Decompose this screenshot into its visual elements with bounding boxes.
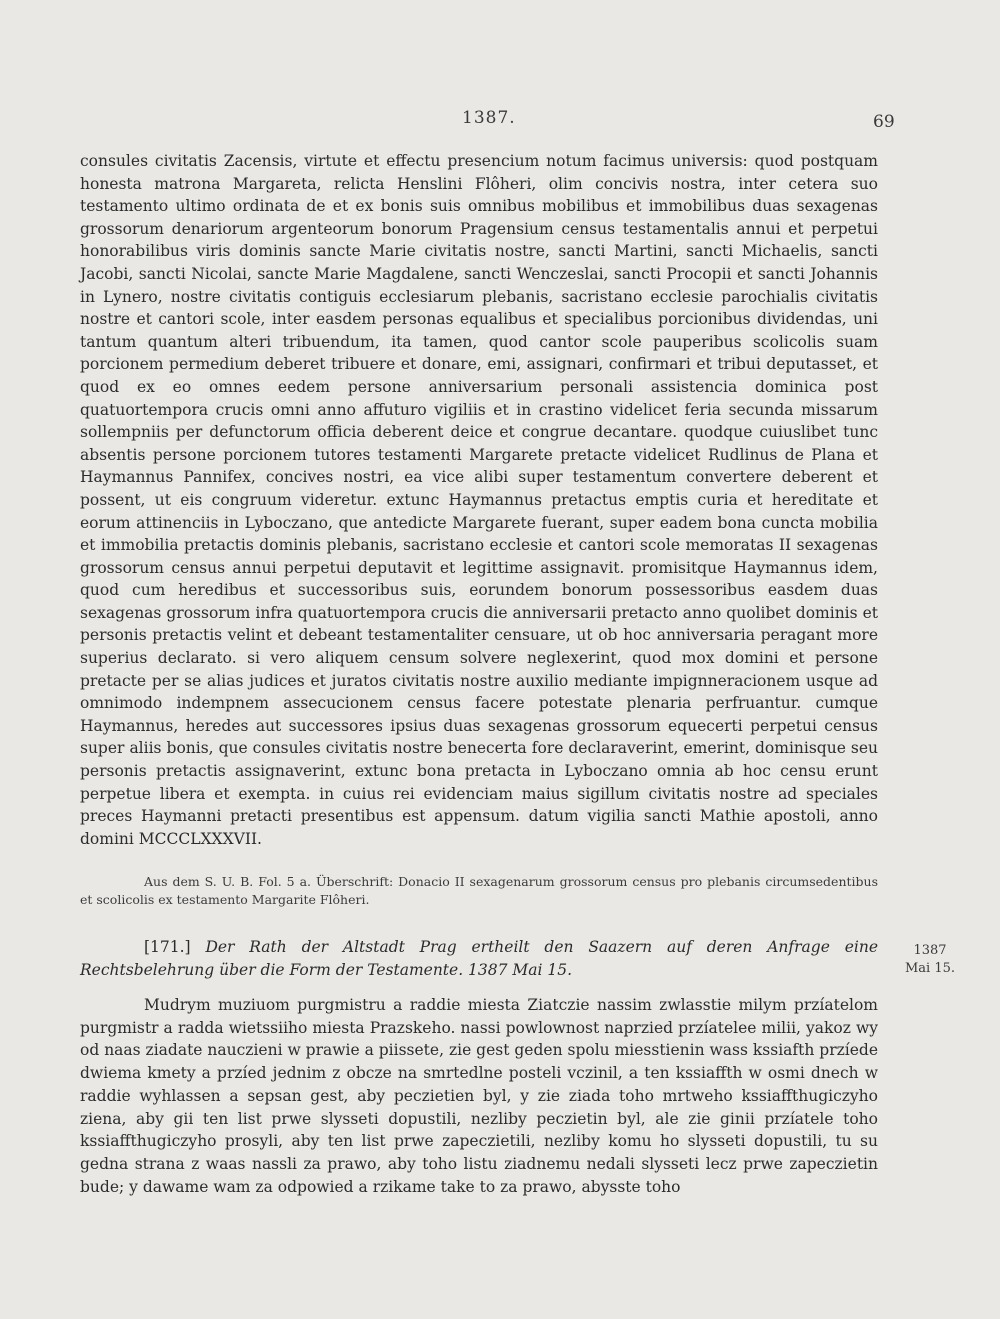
charter-paragraph: consules civitatis Zacensis, virtute et effectu presencium notum facimus universis: quod postquam honesta matrona Margareta, relicta Henslini Flôheri, olim concivis nostra, inter cetera suo testamento ultimo ordinata de et ex bonis suis omnibus mobilibus et immobilibus duas sexagenas grossorum denariorum argenteorum bonorum Pragensium census testamentalis annui et perpetui honorabilibus viris dominis sancte Marie civitatis nostre, sancti Martini, sancti Michaelis, sancti Jacobi, sancti Nicolai, sancte Marie Magdalene, sancti Wenczeslai, sancti Procopii et sancti Johannis in Lynero, nostre civitatis contiguis ecclesiarum plebanis, sacristano ecclesie parochialis civitatis nostre et cantori scole, inter easdem personas equalibus et specialibus porcionibus dividendas, uni tantum quantum alteri tribuendum, ita tamen, quod cantor scole pauperibus scolicolis suam porcionem permedium deberet tribuere et donare, emi, assignari, confirmari et tribui deputasset, et quod ex eo omnes eedem persone anniversarium personali assistencia dominica post quatuortempora crucis omni anno affuturo vigiliis et in crastino videlicet feria secunda missarum sollempniis per defunctorum officia deberent deice et congrue decantare. quodque cuiuslibet tunc absentis persone porcionem tutores testamenti Margarete pretacte videlicet Rudlinus de Plana et Haymannus Pannifex, concives nostri, ea vice alibi super testamentum convertere deberent et possent, ut eis congruum videretur. extunc Haymannus pretactus emptis curia et hereditate et eorum attinenciis in Lyboczano, que antedicte Margarete fuerant, super eadem bona cuncta mobilia et immobilia pretactis dominis plebanis, sacristano ecclesie et cantori scole memoratas II sexagenas grossorum census annui perpetui deputavit et legittime assignavit. promisitque Haymannus idem, quod cum heredibus et successoribus suis, eorundem bonorum possessoribus easdem duas sexagenas grossorum infra quatuortempora crucis die anniversarii pretacto anno quolibet dominis et personis pretactis velint et debeant testamentaliter censuare, ut ob hoc anniversaria peragant more superius declarato. si vero aliquem censum solvere neglexerint, quod mox domini et persone pretacte per se alias judices et juratos civitatis nostre auxilio mediante impignneracionem usque ad omnimodo indempnem assecucionem census facere potestate plenaria perfruantur. cumque Haymannus, heredes aut successores ipsius duas sexagenas grossorum equecerti perpetui census super aliis bonis, que consules civitatis nostre benecerta fore declaraverint, emerint, dominisque seu personis pretactis assignaverint, extunc bona pretacta in Lyboczano omnia ab hoc censu erunt perpetue libera et exempta. in cuius rei evidenciam maius sigillum civitatis nostre ad speciales preces Haymanni pretacti presentibus est appensum. datum vigilia sancti Mathie apostoli, anno domini MCCCLXXXVII. [80, 152, 878, 848]
running-head [0, 108, 1000, 138]
running-head-year: 1387. [462, 108, 516, 128]
source-note: Aus dem S. U. B. Fol. 5 a. Überschrift: Donacio II sexagenarum grossorum census pro plebanis circumsedentibus et scolicolis ex testamento Margarite Flôheri. [80, 874, 878, 907]
page-number: 69 [873, 112, 895, 132]
document-number: [171.] [144, 938, 191, 956]
document-title: Der Rath der Altstadt Prag ertheilt den Saazern auf deren Anfrage eine Rechtsbelehrung über die Form der Testamente. 1387 Mai 15. [80, 938, 878, 979]
margin-day: Mai 15. [904, 961, 956, 976]
margin-year: 1387 [913, 943, 947, 958]
letter-text: Mudrym muziuom purgmistru a raddie miesta Ziatczie nassim zwlasstie milym przíatelom purgmistr a radda wietssiiho miesta Prazskeho. nassi powlownost naprzied przíatelee milii, yakoz wy od naas ziadate nauczieni w prawie a piissete, zie gest geden spolu miesstienin wass kssiafth przíede dwiema kmety a przíed jednim z obcze na smrtedlne posteli vczinil, a ten kssiaffth w osmi dnech w raddie wyhlassen a sepsan gest, aby peczietien byl, y zie ziada toho mrtweho kssiaffthugiczyho ziena, aby gii ten list prwe slysseti dopustili, nezliby peczietin byl, ale zie ginii przíatele toho kssiaffthugiczyho prosyli, aby ten list prwe zapeczietili, nezliby komu ho slysseti dopustili, tu su gedna strana z waas nassli za prawo, aby toho listu ziadnemu nedali slysseti lecz prwe zapeczietin bude; y dawame wam za odpowied a rzikame take to za prawo, abysste toho [80, 996, 878, 1196]
document-heading [80, 936, 878, 982]
charter-text [80, 150, 878, 850]
margin-date [890, 942, 970, 978]
